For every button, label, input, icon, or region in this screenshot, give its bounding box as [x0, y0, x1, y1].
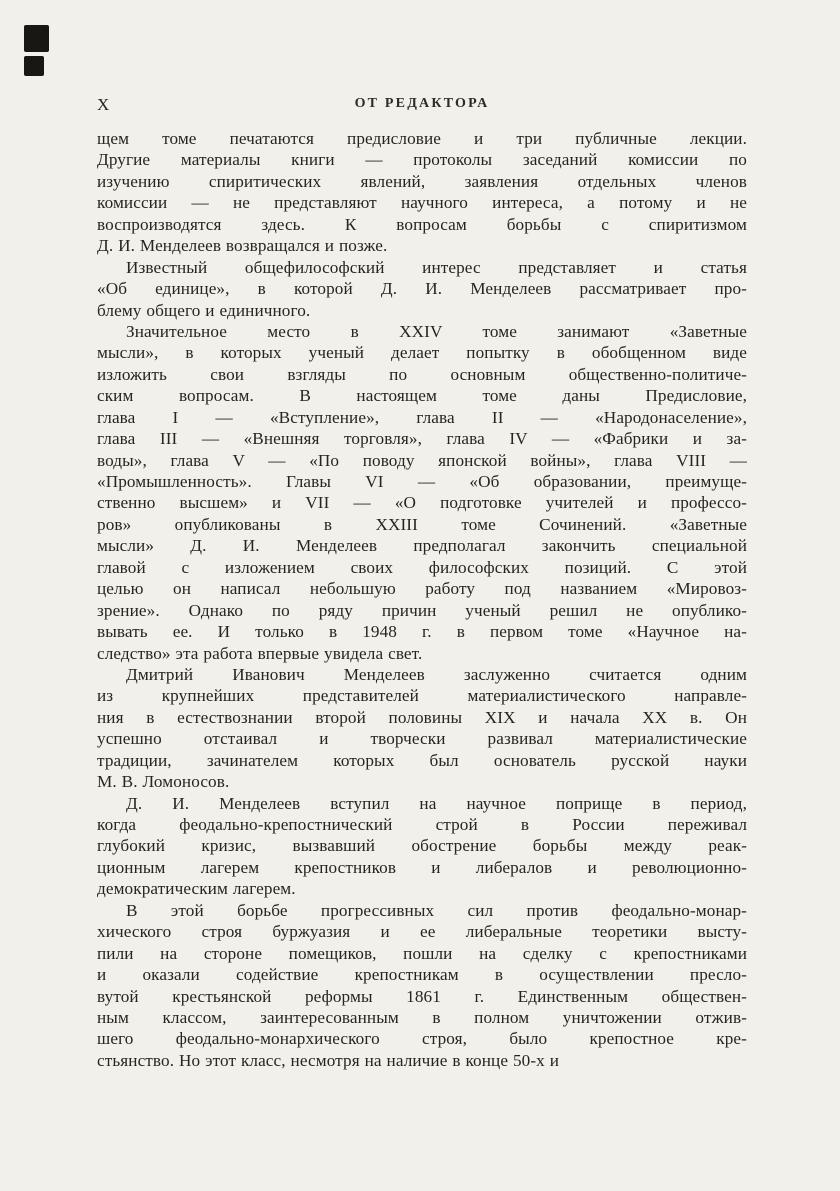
- text-line: «Промышленность». Главы VI — «Об образовании, преимуще-: [97, 472, 747, 491]
- text-line: Значительное место в XXIV томе занимают «Заветные: [126, 321, 747, 341]
- text-line: целью он написал небольшую работу под названием «Мировоз-: [97, 579, 747, 599]
- text-line: мысли», в которых ученый делает попытку в обобщенном виде: [97, 343, 747, 363]
- text-line: ским вопросам. В настоящем томе даны Предисловие,: [97, 386, 747, 406]
- text-line: традиции, зачинателем которых был основатель русской науки: [97, 750, 747, 770]
- text-line: главой с изложением своих философских позиций. С этой: [97, 557, 747, 577]
- paragraph: [97, 321, 747, 664]
- text-line: ния в естествознании второй половины XIX и начала XX в. Он: [97, 707, 747, 727]
- scan-artifact-2: [24, 56, 44, 76]
- text-line: В этой борьбе прогрессивных сил против феодально-монар-: [126, 900, 747, 920]
- text-line: «Об единице», в которой Д. И. Менделеев рассматривает про-: [97, 279, 747, 299]
- text-line: изучению спиритических явлений, заявления отдельных членов: [97, 171, 747, 191]
- text-line: глава III — «Внешняя торговля», глава IV — «Фабрики и за-: [97, 429, 747, 449]
- text-line: Известный общефилософский интерес представляет и статья: [126, 257, 747, 277]
- paragraph: [97, 900, 747, 1072]
- text-line: М. В. Ломоносов.: [97, 772, 230, 792]
- text-line: ным классом, заинтересованным в полном уничтожении отжив-: [97, 1007, 747, 1027]
- text-line: воспроизводятся здесь. К вопросам борьбы с спиритизмом: [97, 214, 747, 234]
- paragraph: [97, 257, 747, 321]
- text-line: зрение». Однако по ряду причин ученый решил не опублико-: [97, 600, 747, 620]
- text-line: изложить свои взгляды по основным общественно-политиче-: [97, 364, 747, 384]
- text-line: стьянство. Но этот класс, несмотря на наличие в конце 50-х и: [97, 1050, 560, 1070]
- text-line: хического строя буржуазия и ее либеральные теоретики высту-: [97, 922, 747, 942]
- text-line: глубокий кризис, вызвавший обострение борьбы между реак-: [97, 836, 747, 856]
- text-line: когда феодально-крепостнический строй в России переживал: [97, 815, 747, 834]
- page-number: X: [97, 95, 111, 114]
- page-header: [97, 94, 747, 116]
- text-line: глава I — «Вступление», глава II — «Народонаселение»,: [97, 407, 747, 427]
- text-line: щем томе печатаются предисловие и три публичные лекции.: [97, 129, 747, 148]
- text-line: следство» эта работа впервые увидела свет.: [97, 643, 423, 663]
- text-line: из крупнейших представителей материалистического направле-: [97, 686, 747, 706]
- text-line: и оказали содействие крепостникам в осуществлении пресло-: [97, 965, 747, 985]
- paragraph: [97, 128, 747, 257]
- text-line: успешно отстаивал и творчески развивал материалистические: [97, 729, 747, 749]
- paragraph: [97, 793, 747, 900]
- text-line: демократическим лагерем.: [97, 879, 296, 899]
- text-line: пили на стороне помещиков, пошли на сделку с крепостниками: [97, 943, 747, 963]
- text-line: мысли» Д. И. Менделеев предполагал закончить специальной: [97, 536, 747, 556]
- text-line: комиссии — не представляют научного интереса, а потому и не: [97, 193, 747, 213]
- text-line: Д. И. Менделеев возвращался и позже.: [97, 236, 388, 256]
- text-line: воды», глава V — «По поводу японской войны», глава VIII —: [97, 450, 747, 470]
- text-line: ционным лагерем крепостников и либералов и революционно-: [97, 857, 747, 877]
- text-line: Дмитрий Иванович Менделеев заслуженно считается одним: [126, 664, 747, 684]
- text-body: [97, 128, 747, 1071]
- text-line: ственно высшем» и VII — «О подготовке учителей и профессо-: [97, 493, 747, 513]
- text-line: ров» опубликованы в XXIII томе Сочинений. «Заветные: [97, 514, 747, 534]
- text-line: Другие материалы книги — протоколы заседаний комиссии по: [97, 150, 747, 170]
- paragraph: [97, 664, 747, 793]
- text-line: Д. И. Менделеев вступил на научное поприще в период,: [126, 793, 747, 813]
- text-line: вутой крестьянской реформы 1861 г. Единственным обществен-: [97, 986, 747, 1006]
- scan-artifact-1: [24, 25, 49, 52]
- running-header: ОТ РЕДАКТОРА: [354, 96, 490, 111]
- text-line: блему общего и единичного.: [97, 300, 311, 320]
- text-line: шего феодально-монархического строя, было крепостное кре-: [97, 1029, 747, 1049]
- text-line: вывать ее. И только в 1948 г. в первом томе «Научное на-: [97, 622, 747, 642]
